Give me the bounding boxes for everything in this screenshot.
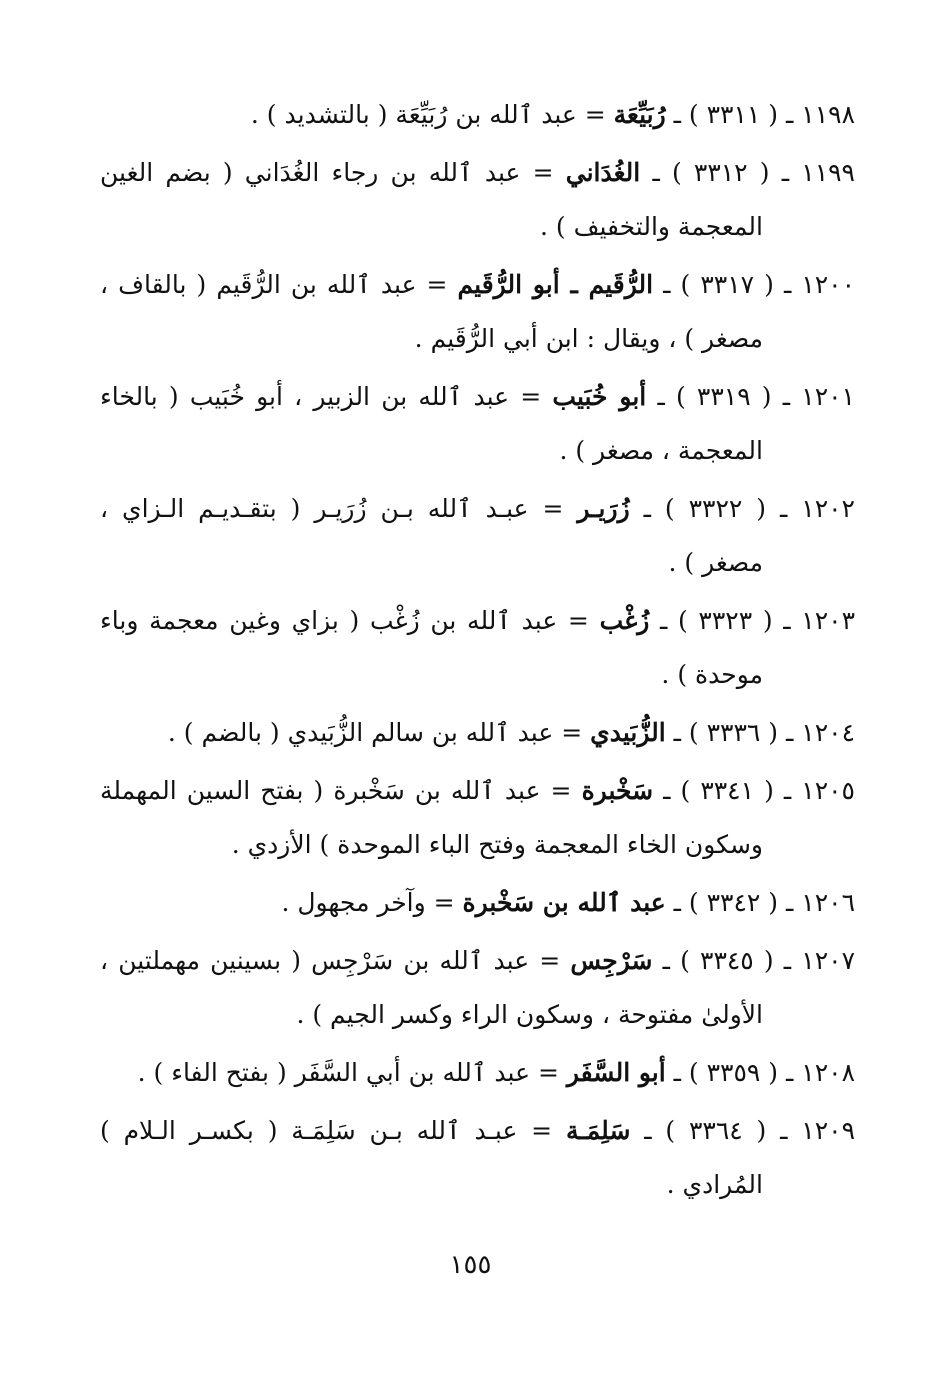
entry-1203 bbox=[100, 594, 855, 702]
page-number: ١٥٥ bbox=[449, 1250, 492, 1280]
entry-name: أبو السَّفَر bbox=[566, 1058, 666, 1087]
entry-continuation: مصغر ) ، ويقال : ابن أبي الرُّقَيم . bbox=[414, 324, 763, 353]
entry-number: ١١٩٩ ـ bbox=[781, 158, 855, 187]
entry-text: = عبد ٱلله بن سَخْبرة ( بفتح السين المهملة bbox=[100, 776, 572, 805]
entry-continuation: الأولىٰ مفتوحة ، وسكون الراء وكسر الجيم ) . bbox=[296, 1000, 763, 1029]
entry-reference: ( ٣٣٥٩ ) ـ bbox=[673, 1058, 779, 1087]
entry-number: ١٢٠٩ ـ bbox=[780, 1116, 856, 1145]
entry-number: ١١٩٨ ـ bbox=[786, 100, 855, 129]
entry-number: ١٢٠٠ ـ bbox=[783, 270, 856, 299]
entry-reference: ( ٣٣٤١ ) ـ bbox=[663, 776, 774, 805]
entry-number: ١٢٠٣ ـ bbox=[783, 606, 855, 635]
entry-1201 bbox=[100, 370, 855, 478]
entry-number: ١٢٠٥ ـ bbox=[783, 776, 855, 805]
entry-1208 bbox=[100, 1046, 855, 1100]
entry-number: ١٢٠٨ ـ bbox=[786, 1058, 855, 1087]
entry-1205 bbox=[100, 764, 855, 872]
entry-reference: ( ٣٣٦٤ ) ـ bbox=[644, 1116, 767, 1145]
entry-list bbox=[100, 88, 855, 1216]
entry-number: ١٢٠٦ ـ bbox=[786, 888, 855, 917]
entry-text: = وآخر مجهول . bbox=[281, 888, 455, 917]
entry-1200 bbox=[100, 258, 855, 366]
entry-text: = عبد ٱلله بن رجاء الغُدَاني ( بضم الغين bbox=[100, 158, 554, 187]
entry-continuation: وسكون الخاء المعجمة وفتح الباء الموحدة ) الأزدي . bbox=[231, 830, 763, 859]
entry-first-line bbox=[100, 764, 855, 818]
entry-continuation: المُرادي . bbox=[666, 1170, 763, 1199]
entry-number: ١٢٠٧ ـ bbox=[783, 946, 855, 975]
entry-first-line bbox=[138, 1058, 855, 1087]
entry-first-line bbox=[251, 100, 855, 129]
entry-1198 bbox=[100, 88, 855, 142]
entry-name: زُرَيـر bbox=[577, 494, 630, 523]
entry-1207 bbox=[100, 934, 855, 1042]
entry-reference: ( ٣٣١١ ) ـ bbox=[673, 100, 779, 129]
entry-name: سَخْبرة bbox=[581, 776, 654, 805]
entry-1202 bbox=[100, 482, 855, 590]
entry-first-line bbox=[100, 482, 855, 536]
entry-1199 bbox=[100, 146, 855, 254]
entry-first-line bbox=[100, 1104, 855, 1158]
entry-first-line bbox=[100, 370, 855, 424]
entry-text: = عبـد ٱلله بـن زُرَيـر ( بتقـديـم الـزاي ، bbox=[100, 494, 564, 523]
entry-text: = عبد ٱلله بن سَرْجِس ( بسينين مهملتين ، bbox=[100, 946, 561, 975]
entry-1209 bbox=[100, 1104, 855, 1212]
entry-text: = عبد ٱلله بن الرُّقَيم ( بالقاف ، bbox=[100, 270, 448, 299]
entry-name: الزُّبَيدي bbox=[590, 718, 666, 747]
entry-text: = عبد ٱلله بن أبي السَّفَر ( بفتح الفاء ) . bbox=[137, 1058, 559, 1087]
entry-reference: ( ٣٣٤٢ ) ـ bbox=[673, 888, 779, 917]
entry-name: الرُّقَيم ـ أبو الرُّقَيم bbox=[457, 270, 654, 299]
entry-1204 bbox=[100, 706, 855, 760]
entry-reference: ( ٣٣٢٣ ) ـ bbox=[659, 606, 773, 635]
entry-reference: ( ٣٣٤٥ ) ـ bbox=[662, 946, 774, 975]
entry-first-line bbox=[100, 146, 855, 200]
entry-name: عبد ٱلله بن سَخْبرة bbox=[462, 888, 666, 917]
entry-first-line bbox=[100, 934, 855, 988]
entry-text: = عبـد ٱلله بـن سَلِمَـة ( بكسـر الـلام ) bbox=[100, 1116, 553, 1145]
entry-number: ١٢٠٢ ـ bbox=[779, 494, 855, 523]
entry-first-line bbox=[168, 718, 855, 747]
entry-first-line bbox=[100, 258, 855, 312]
entry-first-line bbox=[281, 888, 855, 917]
entry-name: الغُدَاني bbox=[565, 158, 641, 187]
entry-text: = عبد ٱلله بن رُبَيِّعَة ( بالتشديد ) . bbox=[250, 100, 606, 129]
entry-first-line bbox=[100, 594, 855, 648]
entry-number: ١٢٠٤ ـ bbox=[786, 718, 855, 747]
entry-reference: ( ٣٣٢٢ ) ـ bbox=[643, 494, 767, 523]
entry-continuation: المعجمة ، مصغر ) . bbox=[559, 436, 763, 465]
entry-name: سَرْجِس bbox=[570, 946, 653, 975]
entry-text: = عبد ٱلله بن زُغْب ( بزاي وغين معجمة وباء bbox=[100, 606, 589, 635]
entry-name: زُغْب bbox=[599, 606, 650, 635]
entry-1206 bbox=[100, 876, 855, 930]
entry-name: سَلِمَـة bbox=[565, 1116, 631, 1145]
entry-number: ١٢٠١ ـ bbox=[782, 382, 855, 411]
entry-continuation: المعجمة والتخفيف ) . bbox=[540, 212, 763, 241]
entry-reference: ( ٣٣١٩ ) ـ bbox=[657, 382, 772, 411]
entry-reference: ( ٣٣٣٦ ) ـ bbox=[673, 718, 779, 747]
entry-continuation: موحدة ) . bbox=[661, 660, 763, 689]
entry-reference: ( ٣٣١٢ ) ـ bbox=[652, 158, 770, 187]
entry-text: = عبد ٱلله بن سالم الزُّبَيدي ( بالضم ) . bbox=[167, 718, 583, 747]
entry-name: رُبَيِّعَة bbox=[613, 100, 666, 129]
entry-reference: ( ٣٣١٧ ) ـ bbox=[663, 270, 774, 299]
entry-name: أبو خُبَيب bbox=[552, 382, 647, 411]
entry-text: = عبد ٱلله بن الزبير ، أبو خُبَيب ( بالخاء bbox=[100, 382, 542, 411]
entry-continuation: مصغر ) . bbox=[668, 548, 763, 577]
